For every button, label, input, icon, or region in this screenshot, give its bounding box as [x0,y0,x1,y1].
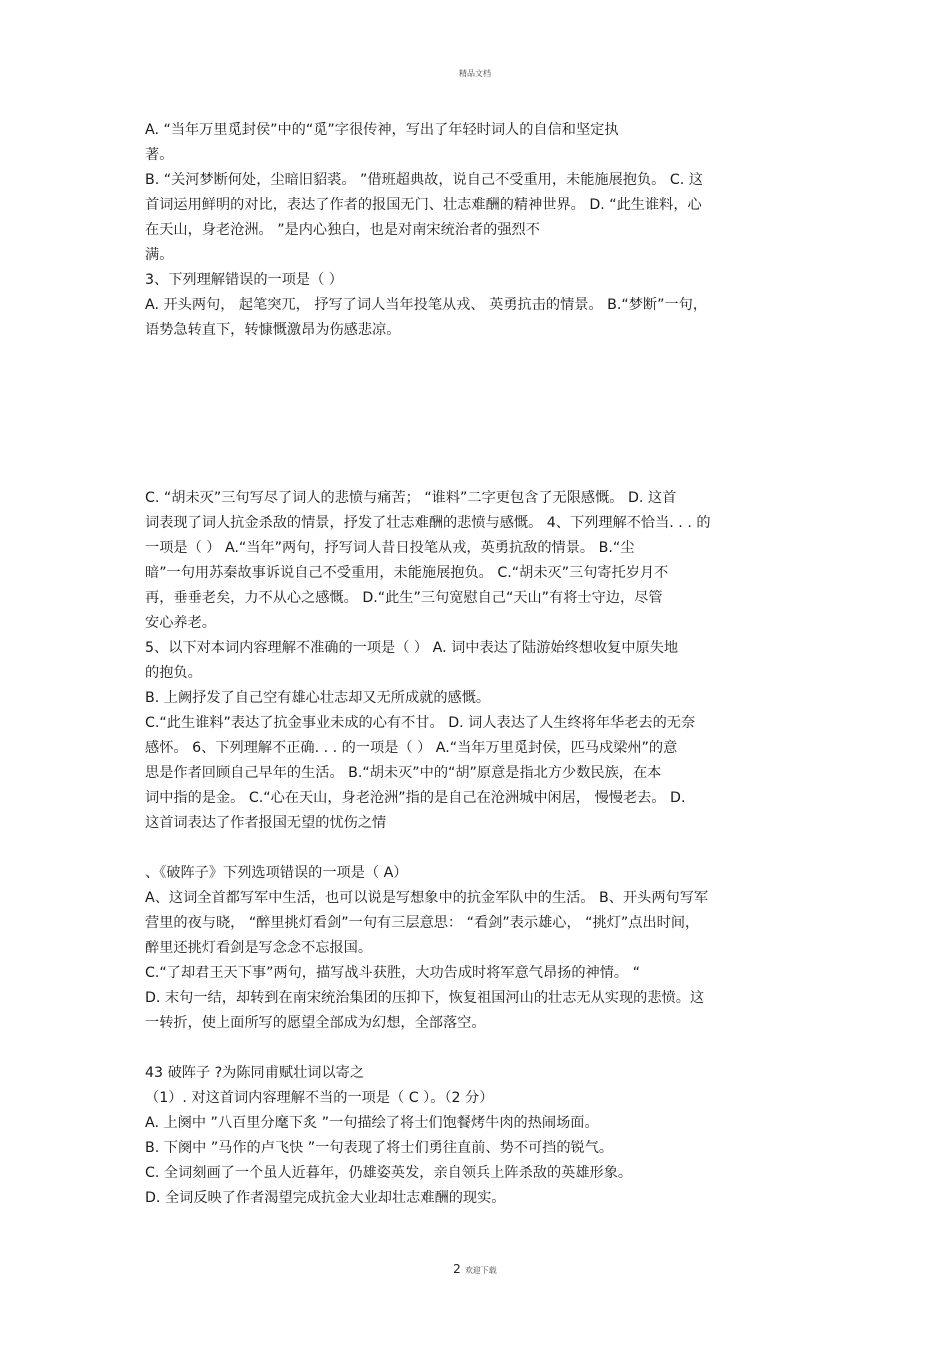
option-a: A. 上阕中 ”八百里分麾下炙 ”一句描绘了将士们饱餐烤牛肉的热闹场面。 [145,1115,599,1131]
text-line: 一项是（ ） A.“当年”两句，抒写词人昔日投笔从戎，英勇抗敌的情景。 B.“尘 [145,540,635,556]
text-line: B. “关河梦断何处，尘暗旧貂裘。 ”借班超典故，说自己不受重用，未能施展抱负。 C. 这 [145,172,703,188]
text-line: 在天山，身老沧洲。 ”是内心独白，也是对南宋统治者的强烈不 [145,222,540,238]
blank-space [145,836,810,861]
text-line: A、这词全首都写军中生活，也可以说是写想象中的抗金军队中的生活。 B、开头两句写军 [145,890,709,906]
text-line: 感怀。 6、下列理解不正确. . . 的一项是（ ） A.“当年万里觅封侯，匹马戍梁州”的意 [145,740,678,756]
text-line: （1）. 对这首词内容理解不当的一项是（ C ）。（2 分） [145,1090,494,1106]
document-body [145,118,810,1211]
option-c: C. 全词刻画了一个虽人近暮年，仍雄姿英发，亲自领兵上阵杀敌的英雄形象。 [145,1165,633,1181]
text-line: 营里的夜与晓， “醉里挑灯看剑”一句有三层意思： “看剑”表示雄心， “挑灯”点出时间， [145,915,700,931]
text-line: 的抱负。 [145,665,202,681]
section-b [145,486,810,836]
option-b: B. 下阕中 ”马作的卢飞快 ”一句表现了将士们勇往直前、势不可挡的锐气。 [145,1140,614,1156]
text-line: C.“了却君王天下事”两句，描写战斗获胜，大功告成时将军意气昂扬的神情。 “ [145,965,640,981]
text-line: C. “胡未灭”三句写尽了词人的悲愤与痛苦； “谁料”二字更包含了无限感慨。 D. 这首 [145,490,677,506]
section-a [145,118,810,343]
page-header: 精品文档 [459,69,491,78]
text-line: 词中指的是金。 C.“心在天山，身老沧洲”指的是自己在沧洲城中闲居， 慢慢老去。 D. [145,790,686,806]
text-line: A. 开头两句， 起笔突兀， 抒写了词人当年投笔从戎、 英勇抗击的情景。 B.“梦断”一句， [145,297,708,313]
text-line: 著。 [145,147,174,163]
page-footer [0,1262,950,1276]
text-line: 思是作者回顾自己早年的生活。 B.“胡未灭”中的“胡”原意是指北方少数民族，在本 [145,765,662,781]
text-line: 安心养老。 [145,615,216,631]
text-line: D. 末句一结，却转到在南宋统治集团的压抑下，恢复祖国河山的壮志无从实现的悲愤。这 [145,990,705,1006]
blank-space [145,343,810,486]
section-d [145,1061,810,1211]
text-line: 满。 [145,247,174,263]
question-43-title: 43 破阵子 ?为陈同甫赋壮词以寄之 [145,1065,365,1081]
question-5-title: 5、以下对本词内容理解不准确的一项是（ ） A. 词中表达了陆游始终想收复中原失地 [145,640,679,656]
text-line: A. “当年万里觅封侯”中的“觅”字很传神，写出了年轻时词人的自信和坚定执 [145,122,619,138]
text-line: 语势急转直下，转慷慨激昂为伤感悲凉。 [145,322,401,338]
text-line: 醉里还挑灯看剑是写念念不忘报国。 [145,940,373,956]
text-line: 一转折，使上面所写的愿望全部成为幻想，全部落空。 [145,1015,486,1031]
section-c [145,861,810,1036]
question-3-title: 3、下列理解错误的一项是（ ） [145,272,343,288]
text-line: 暗”一句用苏秦故事诉说自己不受重用，未能施展抱负。 C.“胡未灭”三句寄托岁月不 [145,565,669,581]
text-line: 再，垂垂老矣，力不从心之感慨。 D.“此生”三句宽慰自己“天山”有将士守边，尽管 [145,590,663,606]
text-line: B. 上阙抒发了自己空有雄心壮志却又无所成就的感慨。 [145,690,491,706]
text-line: C.“此生谁料”表达了抗金事业未成的心有不甘。 D. 词人表达了人生终将年华老去的无奈 [145,715,696,731]
option-d: D. 全词反映了作者渴望完成抗金大业却壮志难酬的现实。 [145,1190,506,1206]
page-number: 2 [453,1262,461,1276]
text-line: 这首词表达了作者报国无望的忧伤之情 [145,815,387,831]
blank-space [145,1036,810,1061]
pozhenzi-question-title: 、《破阵子》下列选项错误的一项是（ A） [145,865,408,881]
text-line: 词表现了词人抗金杀敌的情景，抒发了壮志难酬的悲愤与感慨。 4、下列理解不恰当. . . 的 [145,515,711,531]
text-line: 首词运用鲜明的对比，表达了作者的报国无门、壮志难酬的精神世界。 D. “此生谁料，心 [145,197,702,213]
footer-text: 欢迎下载 [464,1266,497,1275]
